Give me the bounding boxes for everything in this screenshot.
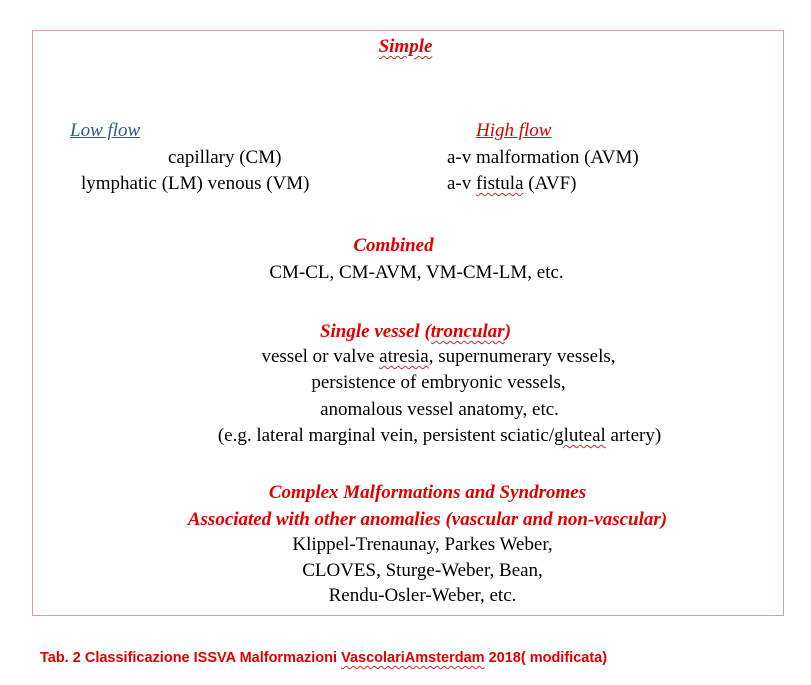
complex-heading-line-1: Complex Malformations and Syndromes [268, 482, 587, 503]
single-vessel-title-wavy: troncular [430, 321, 505, 342]
combined-heading: Combined [353, 235, 434, 256]
complex-line-3: Rendu-Osler-Weber, etc. [328, 585, 517, 606]
table-caption [40, 650, 607, 666]
high-flow-line-2 [447, 174, 576, 193]
complex-line-2: CLOVES, Sturge-Weber, Bean, [302, 560, 543, 581]
low-flow-line-2: lymphatic (LM) venous (VM) [81, 173, 310, 194]
single-vessel-heading [10, 322, 811, 341]
single-vessel-line-1 [33, 347, 811, 366]
caption-suffix: 2018( modificata) [484, 650, 608, 666]
complex-heading-line-2: Associated with other anomalies (vascular and non-vascular) [187, 509, 668, 530]
combined-line-1: CM-CL, CM-AVM, VM-CM-LM, etc. [269, 262, 564, 283]
high-flow-line-1: a-v malformation (AVM) [447, 147, 639, 168]
low-flow-line-1: capillary (CM) [168, 147, 282, 168]
simple-heading [0, 37, 811, 56]
single-vessel-line-1-wavy: atresia [379, 346, 429, 367]
single-vessel-title-prefix: Single vessel ( [319, 321, 431, 342]
single-vessel-line-1-suffix: , supernumerary vessels, [428, 346, 616, 367]
high-flow-line-2-suffix: (AVF) [523, 173, 577, 194]
single-vessel-title-suffix: ) [504, 321, 512, 342]
single-vessel-line-3: anomalous vessel anatomy, etc. [320, 399, 559, 420]
caption-prefix: Tab. 2 Classificazione ISSVA Malformazioni [40, 650, 342, 666]
single-vessel-line-1-prefix: vessel or valve [261, 346, 380, 367]
single-vessel-line-4 [34, 426, 811, 445]
caption-wavy: VascolariAmsterdam [341, 650, 485, 666]
high-flow-line-2-prefix: a-v [447, 173, 477, 194]
single-vessel-line-4-wavy: gluteal [554, 425, 606, 446]
high-flow-heading: High flow [476, 120, 552, 141]
simple-title: Simple [378, 36, 433, 57]
single-vessel-line-4-prefix: (e.g. lateral marginal vein, persistent sciatic/ [217, 425, 555, 446]
low-flow-heading: Low flow [70, 120, 141, 141]
single-vessel-line-2: persistence of embryonic vessels, [311, 372, 566, 393]
complex-line-1: Klippel-Trenaunay, Parkes Weber, [292, 534, 553, 555]
single-vessel-line-4-suffix: artery) [605, 425, 662, 446]
high-flow-line-2-wavy: fistula [476, 173, 524, 194]
